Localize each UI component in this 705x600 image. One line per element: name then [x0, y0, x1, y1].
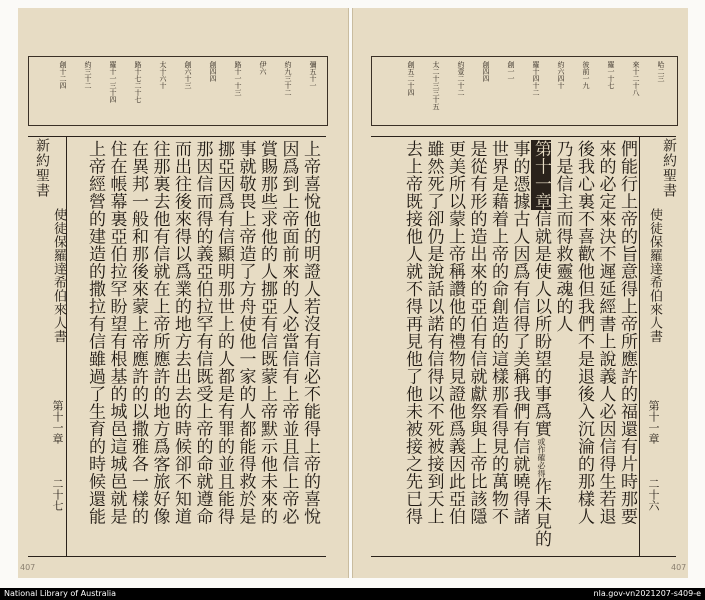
left-cross-reference: 創十二四	[59, 61, 67, 89]
right-text-column: 世界是藉着上帝的命創造的這樣那看得見的萬物不	[488, 140, 508, 525]
left-cross-reference: 約三十二	[84, 61, 92, 89]
left-text-column: 在異邦一般和那後來蒙上帝應許的以撒雅各一樣的	[128, 140, 148, 525]
left-handwritten-number: 407	[20, 563, 36, 572]
right-cross-reference: 來十二十八	[632, 61, 640, 96]
right-text-column: 事的憑據古人因爲有信得了美稱我們有信就曉得諸	[509, 140, 530, 525]
right-text-column: 更美所以蒙上帝稱讚他的禮物見證他爲義因此亞伯	[445, 140, 465, 525]
left-gutter-rule	[66, 136, 67, 556]
left-text-column: 而出往後來得以爲業的地方去出去的時候卻不知道	[171, 140, 191, 525]
right-text-column	[529, 140, 553, 548]
footer-library-name: National Library of Australia	[4, 589, 117, 598]
left-page-number: 二十七	[51, 478, 64, 511]
right-cross-reference: 羅十四十二	[532, 61, 540, 96]
right-running-head: 新約聖書	[661, 138, 677, 198]
right-page	[352, 8, 688, 578]
left-page	[18, 8, 349, 578]
right-cross-reference: 創五二十四	[407, 61, 415, 96]
left-cross-reference: 路十七二十七	[134, 61, 142, 103]
right-text-column: 乃是信主而得救靈魂的人	[552, 140, 573, 333]
right-book-title: 使徒保羅達希伯來人書	[647, 208, 662, 343]
right-text-column: 雖然死了卻仍是說話以諾有信得以不死被接到天上	[423, 140, 444, 525]
left-chapter: 第十一章	[51, 400, 64, 444]
right-text-bottom-rule	[371, 556, 676, 557]
right-text-column: 來的必定來決不遲延經書上說義人必因信得生若退	[595, 140, 616, 525]
left-text-column: 那因信而得的義亞伯拉罕有信既受上帝的命就遵命	[192, 140, 213, 525]
right-cross-reference: 羅一十七	[607, 61, 615, 89]
left-text-column: 往那裏去他有信就在上帝所應許的地方爲客旅好像	[149, 140, 170, 525]
left-text-column: 上帝經營的建造的撒拉有信雖過了生育的時候還能	[85, 140, 105, 525]
right-notes-box	[371, 56, 678, 126]
left-cross-reference: 約九三十二	[284, 61, 292, 96]
right-cross-reference: 約六四十	[557, 61, 565, 89]
right-text-column: 是從有形的造出來的亞伯有信就獻祭與上帝比該隱	[466, 140, 487, 525]
right-handwritten-number: 407	[671, 563, 687, 572]
footer-record-id: nla.gov-vn2021207-s409-e	[593, 589, 701, 598]
right-gutter-rule	[639, 136, 640, 556]
right-cross-reference: 彼前一九	[582, 61, 590, 89]
right-text-column: 後我心裏不喜歡他但我們不是退後入沉淪的那樣人	[574, 140, 594, 525]
right-cross-reference: 創一一	[507, 61, 515, 82]
left-running-head: 新約聖書	[34, 138, 50, 198]
left-cross-reference: 路十一十三	[234, 61, 242, 96]
library-footer	[0, 588, 705, 600]
right-text-column: 去上帝既接他人就不得再見他了他未被接之先已得	[402, 140, 422, 525]
right-text-column: 們能行上帝的旨意得上帝所應許的福還有片時那要	[617, 140, 637, 525]
inline-note: 或作確必得	[537, 437, 546, 478]
left-text-column: 挪亞因爲有信顯明那世上的人都是有罪的並且能得	[214, 140, 234, 525]
left-text-column: 住在帳幕裏亞伯拉罕盼望有根基的城邑這城邑就是	[106, 140, 127, 525]
left-text-column: 因爲到上帝面前來的人必當信有上帝並且信上帝必	[278, 140, 299, 525]
right-cross-reference: 約壹二十二	[457, 61, 465, 96]
left-cross-reference: 彌五十一	[309, 61, 317, 89]
right-page-number: 二十六	[647, 478, 660, 511]
section-text-tail: 作未見的	[531, 477, 551, 548]
left-notes-box	[28, 56, 328, 126]
right-chapter: 第十一章	[647, 400, 660, 444]
left-cross-reference: 羅十一三十四	[109, 61, 117, 103]
section-mark: 第十一章	[531, 140, 551, 210]
left-text-bottom-rule	[28, 556, 326, 557]
left-cross-reference: 伊六	[259, 61, 267, 75]
left-cross-reference: 創六十三	[184, 61, 192, 89]
right-text-top-rule	[371, 136, 676, 137]
left-cross-reference: 創四四	[209, 61, 217, 82]
right-cross-reference: 太二十三三十五	[432, 61, 440, 110]
right-cross-reference: 哈二三	[657, 61, 665, 82]
left-text-top-rule	[28, 136, 326, 137]
left-text-column: 賞賜那些求他的人挪亞有信既蒙上帝默示他未來的	[257, 140, 277, 525]
left-text-column: 上帝喜悅他的明證人若沒有信必不能得上帝的喜悅	[300, 140, 320, 525]
left-book-title: 使徒保羅達希伯來人書	[51, 208, 66, 343]
section-text: 信就是使人以所盼望的事爲實	[531, 210, 551, 438]
right-cross-reference: 創四四	[482, 61, 490, 82]
left-cross-reference: 太十六十	[159, 61, 167, 89]
left-text-column: 事就敬畏上帝造了方舟使他一家的人都能得救於是	[235, 140, 256, 525]
